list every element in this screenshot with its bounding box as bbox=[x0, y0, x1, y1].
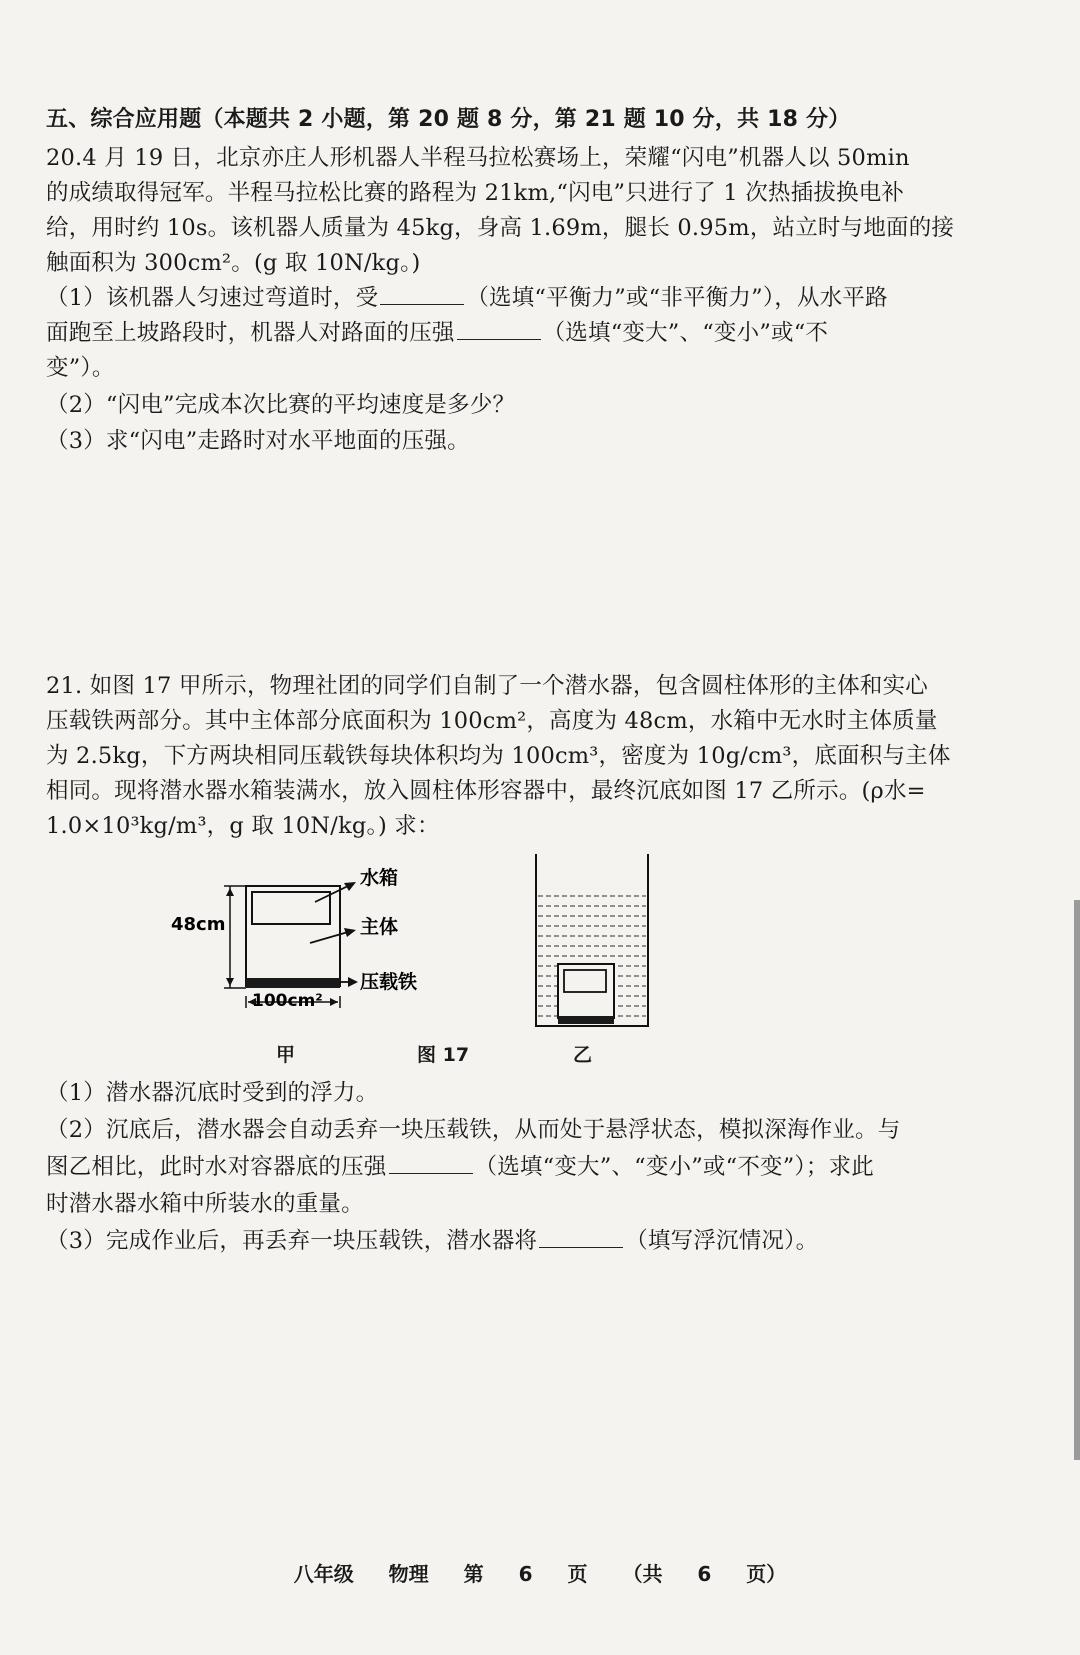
q20-sub1-line-3: 变”）。 bbox=[46, 355, 115, 381]
label-ballast: 压载铁 bbox=[360, 971, 418, 993]
page-footer bbox=[0, 1558, 1080, 1587]
q21-sub3-text-a: （3）完成作业后，再丢弃一块压载铁，潜水器将 bbox=[46, 1228, 538, 1254]
scan-edge-shadow bbox=[1074, 900, 1080, 1460]
section-heading: 五、综合应用题（本题共 2 小题，第 20 题 8 分，第 21 题 10 分，共 18 分） bbox=[46, 107, 851, 132]
footer-total: （共 6 页） bbox=[622, 1562, 787, 1586]
q21-line-3: 为 2.5kg，下方两块相同压载铁每块体积均为 100cm³，密度为 10g/cm³，底面积与主体 bbox=[46, 743, 951, 769]
q20-sub3: （3）求“闪电”走路时对水平地面的压强。 bbox=[46, 428, 470, 454]
q20-sub2: （2）“闪电”完成本次比赛的平均速度是多少？ bbox=[46, 392, 516, 418]
q20-line-1: 20.4 月 19 日，北京亦庄人形机器人半程马拉松赛场上，荣耀“闪电”机器人以 50min bbox=[46, 145, 910, 171]
q21-sub1: （1）潜水器沉底时受到的浮力。 bbox=[46, 1080, 379, 1106]
q20-sub1-text-d: （选填“变大”、“变小”或“不 bbox=[542, 320, 829, 346]
submersible-ballast bbox=[558, 1016, 614, 1024]
q21-sub3-line bbox=[46, 1223, 818, 1255]
answer-blank[interactable] bbox=[539, 1246, 623, 1248]
answer-blank[interactable] bbox=[457, 338, 541, 340]
ballast-bar bbox=[246, 978, 340, 988]
tank-box bbox=[252, 892, 330, 924]
q21-sub2-line-2 bbox=[46, 1149, 874, 1181]
figure-17-jia bbox=[170, 858, 470, 1018]
q20-sub1-text-b: （选填“平衡力”或“非平衡力”），从水平路 bbox=[466, 285, 888, 311]
q20-sub1-text-c: 面跑至上坡路段时，机器人对路面的压强 bbox=[46, 320, 455, 346]
label-height: 48cm bbox=[171, 914, 226, 935]
q21-line-1: 21. 如图 17 甲所示，物理社团的同学们自制了一个潜水器，包含圆柱体形的主体和实心 bbox=[46, 673, 928, 699]
footer-page: 第 6 页 bbox=[463, 1562, 588, 1586]
answer-blank[interactable] bbox=[380, 303, 464, 305]
q20-line-2: 的成绩取得冠军。半程马拉松比赛的路程为 21km,“闪电”只进行了 1 次热插拔换电补 bbox=[46, 180, 905, 206]
q21-line-2: 压载铁两部分。其中主体部分底面积为 100cm²，高度为 48cm，水箱中无水时主体质量 bbox=[46, 708, 938, 734]
q20-sub1-line-2 bbox=[46, 315, 828, 347]
body-outline bbox=[246, 886, 340, 986]
label-body: 主体 bbox=[360, 916, 399, 938]
q21-sub3-text-b: （填写浮沉情况）。 bbox=[625, 1228, 819, 1254]
footer-grade: 八年级 bbox=[293, 1562, 354, 1586]
q20-line-4: 触面积为 300cm²。(g 取 10N/kg。) bbox=[46, 250, 421, 276]
caption-fig-17: 图 17 bbox=[417, 1044, 470, 1066]
q21-sub2-line-3: 时潜水器水箱中所装水的重量。 bbox=[46, 1191, 364, 1217]
q21-sub2-line-1: （2）沉底后，潜水器会自动丢弃一块压载铁，从而处于悬浮状态，模拟深海作业。与 bbox=[46, 1117, 901, 1143]
q20-sub1-line-1 bbox=[46, 280, 888, 312]
q20-line-3: 给，用时约 10s。该机器人质量为 45kg，身高 1.69m，腿长 0.95m，站立时与地面的接 bbox=[46, 215, 955, 241]
caption-yi: 乙 bbox=[573, 1044, 593, 1066]
caption-jia: 甲 bbox=[276, 1044, 296, 1066]
q21-line-5: 1.0×10³kg/m³，g 取 10N/kg。) 求： bbox=[46, 813, 440, 839]
footer-subject: 物理 bbox=[388, 1562, 429, 1586]
q21-line-4: 相同。现将潜水器水箱装满水，放入圆柱体形容器中，最终沉底如图 17 乙所示。(ρ水= bbox=[46, 778, 926, 804]
q20-sub1-text-a: （1）该机器人匀速过弯道时，受 bbox=[46, 285, 379, 311]
label-area: 100cm² bbox=[252, 991, 323, 1011]
q21-sub2-text-b: 图乙相比，此时水对容器底的压强 bbox=[46, 1154, 387, 1180]
q21-sub2-text-c: （选填“变大”、“变小”或“不变”）；求此 bbox=[474, 1154, 874, 1180]
figure-17-yi bbox=[532, 852, 652, 1034]
answer-blank[interactable] bbox=[389, 1172, 473, 1174]
label-tank: 水箱 bbox=[360, 867, 399, 889]
